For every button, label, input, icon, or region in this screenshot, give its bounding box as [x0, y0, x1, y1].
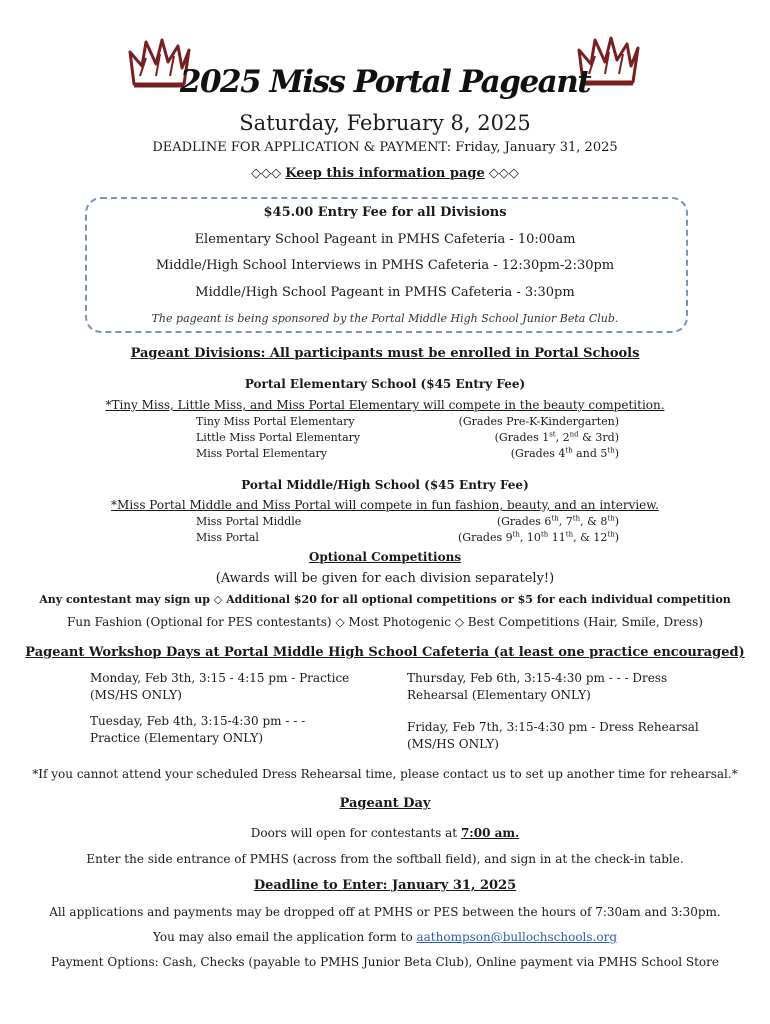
middle-high-title: Portal Middle/High School ($45 Entry Fee) — [241, 478, 529, 492]
division-grades: (Grades 9th, 10th 11th, & 12th) — [458, 530, 619, 544]
division-name: Little Miss Portal Elementary — [196, 431, 361, 444]
elementary-title: Portal Elementary School ($45 Entry Fee) — [244, 377, 526, 391]
diamond-icon: ◇◇◇ — [251, 166, 282, 181]
optional-list: Fun Fashion (Optional for PES contestants) ◇ Most Photogenic ◇ Best Competitions (Hair, Smile, Dress) — [67, 615, 703, 629]
division-name: Tiny Miss Portal Elementary — [196, 415, 355, 428]
payment-line: Payment Options: Cash, Checks (payable to PMHS Junior Beta Club), Online payment via PMHS School Store — [51, 955, 719, 969]
schedule-elementary: Elementary School Pageant in PMHS Cafeteria - 10:00am — [194, 232, 576, 247]
workshop-day: Friday, Feb 7th, 3:15-4:30 pm - Dress Rehearsal (MS/HS ONLY) — [407, 720, 699, 751]
entrance-line: Enter the side entrance of PMHS (across from the softball field), and sign in at the check-in table. — [86, 852, 684, 866]
division-grades: (Grades 4th and 5th) — [510, 446, 619, 460]
rehearsal-note: *If you cannot attend your scheduled Dress Rehearsal time, please contact us to set up another time for rehearsal.* — [32, 767, 738, 781]
division-grades: (Grades 1st, 2nd & 3rd) — [494, 430, 619, 444]
workshop-heading: Pageant Workshop Days at Portal Middle High School Cafeteria (at least one practice encouraged) — [25, 645, 745, 660]
schedule-mhs-pageant: Middle/High School Pageant in PMHS Cafeteria - 3:30pm — [195, 285, 575, 300]
deadline-line: DEADLINE FOR APPLICATION & PAYMENT: Friday, January 31, 2025 — [152, 140, 618, 155]
optional-signup: Any contestant may sign up ◇ Additional $20 for all optional competitions or $5 for each individual competition — [39, 593, 731, 606]
optional-awards: (Awards will be given for each division separately!) — [215, 571, 555, 586]
workshop-day: Tuesday, Feb 4th, 3:15-4:30 pm - - - Practice (Elementary ONLY) — [90, 714, 306, 745]
division-name: Miss Portal Middle — [196, 515, 302, 528]
event-date: Saturday, February 8, 2025 — [239, 111, 531, 135]
entry-fee: $45.00 Entry Fee for all Divisions — [263, 205, 507, 220]
division-name: Miss Portal — [196, 531, 259, 544]
divisions-heading: Pageant Divisions: All participants must be enrolled in Portal Schools — [130, 346, 640, 361]
workshop-day: Thursday, Feb 6th, 3:15-4:30 pm - - - Dress Rehearsal (Elementary ONLY) — [407, 671, 668, 702]
division-name: Miss Portal Elementary — [196, 447, 327, 460]
doors-time: 7:00 am. — [460, 826, 520, 840]
schedule-interviews: Middle/High School Interviews in PMHS Cafeteria - 12:30pm-2:30pm — [155, 258, 615, 273]
diamond-icon: ◇◇◇ — [488, 166, 519, 181]
division-grades: (Grades Pre-K-Kindergarten) — [458, 415, 619, 428]
deadline-heading: Deadline to Enter: January 31, 2025 — [253, 878, 517, 893]
dropoff-line: All applications and payments may be dropped off at PMHS or PES between the hours of 7:30am and 3:30pm. — [49, 905, 721, 919]
middle-high-note: *Miss Portal Middle and Miss Portal will compete in fun fashion, beauty, and an interview. — [111, 498, 659, 512]
workshop-day: Monday, Feb 3th, 3:15 - 4:15 pm - Practice (MS/HS ONLY) — [90, 671, 350, 702]
doors-line: Doors will open for contestants at 7:00 am. — [250, 826, 520, 840]
elementary-note: *Tiny Miss, Little Miss, and Miss Portal Elementary will compete in the beauty competition. — [105, 398, 665, 412]
division-grades: (Grades 6th, 7th, & 8th) — [496, 514, 619, 528]
email-link[interactable]: aathompson@bullochschools.org — [416, 930, 618, 944]
sponsor-note: The pageant is being sponsored by the Portal Middle High School Junior Beta Club. — [151, 312, 619, 325]
email-line: You may also email the application form to aathompson@bullochschools.org — [152, 930, 618, 944]
keep-info-text: Keep this information page — [285, 166, 485, 181]
optional-heading: Optional Competitions — [308, 550, 462, 564]
page-title: 2025 Miss Portal Pageant — [179, 64, 591, 100]
keep-info-line — [0, 166, 770, 181]
pageant-day-heading: Pageant Day — [339, 796, 431, 811]
